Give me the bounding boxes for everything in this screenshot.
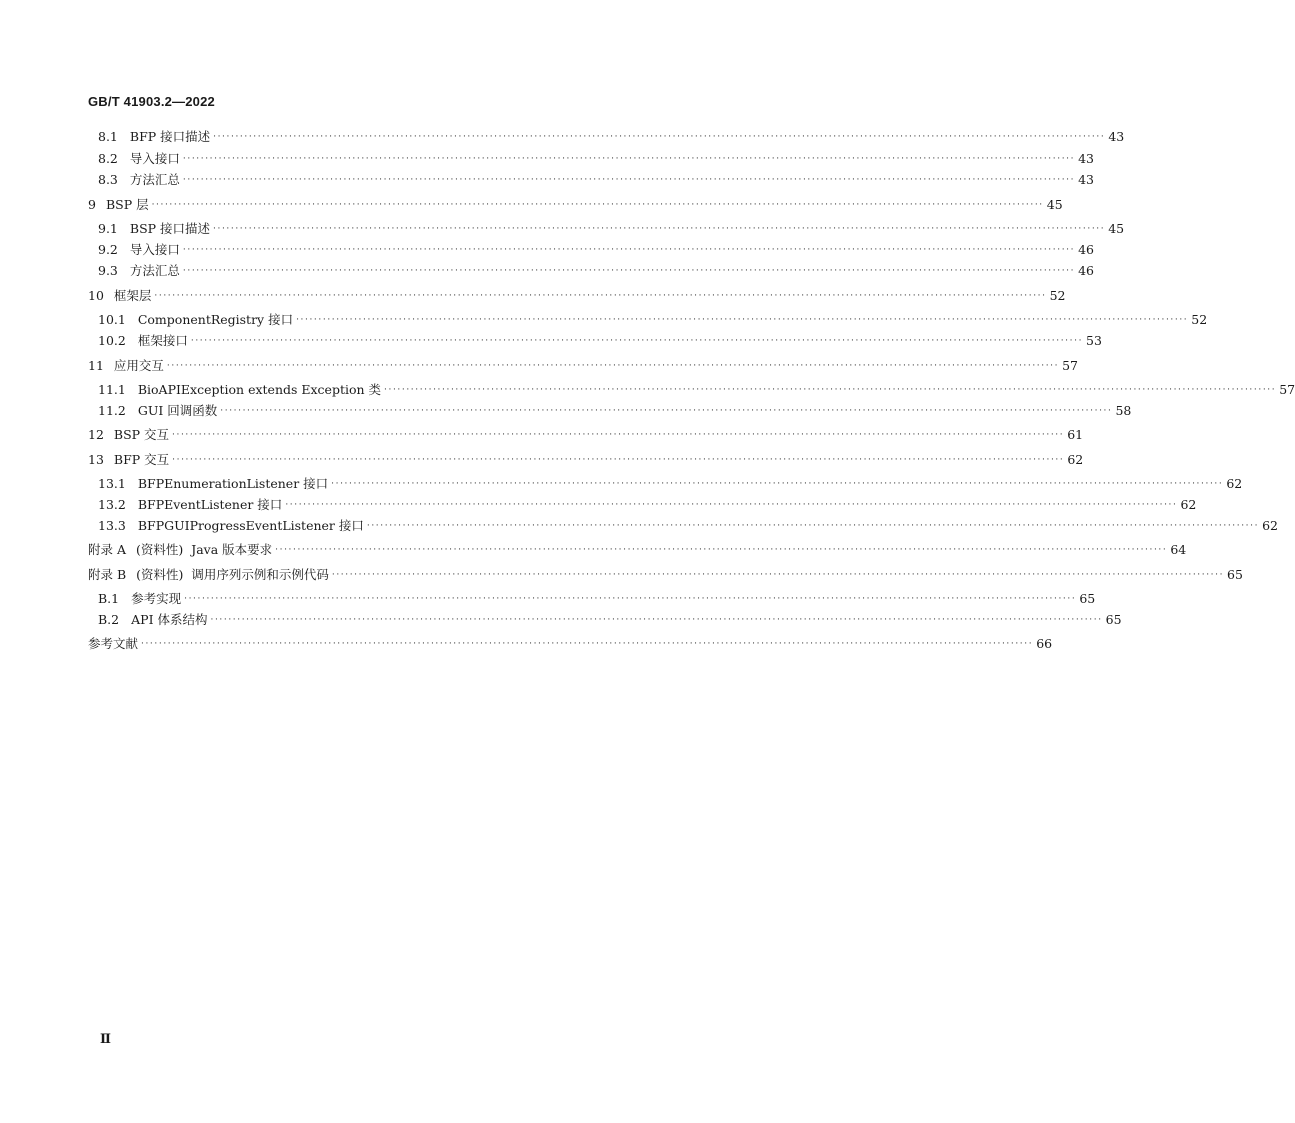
toc-entry-title: GUI 回调函数 [137, 403, 218, 418]
toc-entry-number: 10 [88, 288, 104, 303]
toc-entry-title: 框架层 [113, 288, 152, 303]
page-number-footer: Ⅱ [100, 1032, 111, 1047]
toc-entry-title: BFP 交互 [113, 452, 170, 467]
toc-entry-number: 9.3 [98, 263, 118, 278]
toc-entry-number: 9.1 [98, 221, 118, 236]
toc-entry-number: 9 [88, 197, 96, 212]
toc-dot-leader: ········································································································································································································ [182, 175, 1076, 185]
toc-dot-leader: ········································································································································································································ [331, 570, 1225, 580]
toc-entry-page: 62 [1262, 518, 1278, 533]
toc-entry[interactable] [88, 332, 1102, 350]
toc-entry-number: 11 [88, 358, 104, 373]
toc-dot-leader: ········································································································································································································ [190, 336, 1084, 346]
toc-dot-leader: ········································································································································································································ [184, 594, 1077, 604]
toc-entry-title: BFPEnumerationListener 接口 [137, 476, 329, 491]
toc-entry-number: 附录 A [88, 542, 127, 557]
toc-dot-leader: ········································································································································································································ [331, 479, 1224, 489]
toc-entry-number: 12 [88, 427, 104, 442]
toc-entry[interactable] [88, 220, 1125, 238]
toc-entry-number: 13 [88, 452, 104, 467]
toc-entry-page: 52 [1191, 312, 1208, 327]
toc-entry-page: 43 [1078, 172, 1094, 187]
toc-entry-number: 附录 B [88, 567, 127, 582]
toc-entry[interactable] [88, 590, 1096, 608]
toc-entry-title: BFPEventListener 接口 [137, 497, 283, 512]
toc-dot-leader: ········································································································································································································ [182, 245, 1076, 255]
toc-entry-title: ComponentRegistry 接口 [137, 312, 294, 327]
toc-entry-title: BSP 接口描述 [129, 221, 211, 236]
toc-entry[interactable] [88, 381, 1295, 399]
toc-entry-number: 13.3 [98, 518, 126, 533]
toc-entry-title: 导入接口 [129, 151, 180, 166]
toc-entry[interactable] [88, 241, 1094, 259]
toc-entry[interactable] [88, 262, 1094, 280]
toc-entry-number: 13.1 [98, 476, 126, 491]
toc-entry[interactable] [88, 357, 1078, 375]
toc-entry-number: 8.3 [98, 172, 118, 187]
toc-entry-page: 57 [1062, 358, 1078, 373]
toc-entry[interactable] [88, 128, 1125, 146]
toc-dot-leader: ········································································································································································································ [296, 315, 1189, 325]
toc-dot-leader: ········································································································································································································ [182, 266, 1076, 276]
toc-entry-title: 应用交互 [113, 358, 164, 373]
toc-entry-page: 53 [1086, 333, 1102, 348]
toc-entry[interactable] [88, 451, 1084, 469]
toc-entry-number: 10.1 [98, 312, 126, 327]
toc-entry-page: 64 [1170, 542, 1187, 557]
toc-entry[interactable] [88, 475, 1243, 493]
toc-dot-leader: ········································································································································································································ [384, 385, 1277, 395]
toc-entry-number: 8.1 [98, 129, 118, 144]
toc-dot-leader: ········································································································································································································ [172, 430, 1065, 440]
toc-entry-title: (资料性) 调用序列示例和示例代码 [136, 567, 329, 582]
toc-entry-page: 46 [1078, 263, 1094, 278]
toc-entry-page: 43 [1108, 129, 1125, 144]
toc-entry-number: B.1 [98, 591, 120, 606]
toc-entry[interactable] [88, 566, 1243, 584]
toc-entry-page: 45 [1108, 221, 1125, 236]
toc-entry-page: 57 [1279, 382, 1295, 397]
toc-entry-page: 62 [1067, 452, 1084, 467]
toc-entry-page: 43 [1078, 151, 1094, 166]
toc-entry-title: BFP 接口描述 [129, 129, 211, 144]
toc-dot-leader: ········································································································································································································ [154, 291, 1047, 301]
toc-dot-leader: ········································································································································································································ [366, 521, 1260, 531]
toc-entry[interactable] [88, 402, 1132, 420]
toc-entry-number: B.2 [98, 612, 120, 627]
toc-entry-number: 11.2 [98, 403, 126, 418]
toc-entry[interactable] [88, 635, 1053, 653]
toc-entry-page: 61 [1067, 427, 1084, 442]
toc-entry-page: 45 [1046, 197, 1063, 212]
toc-entry-page: 58 [1115, 403, 1132, 418]
toc-entry-page: 62 [1180, 497, 1197, 512]
toc-entry-title: 参考实现 [131, 591, 182, 606]
toc-entry-title: 方法汇总 [129, 172, 180, 187]
toc-entry-number: 10.2 [98, 333, 126, 348]
toc-entry-number: 11.1 [98, 382, 126, 397]
toc-entry-page: 65 [1079, 591, 1096, 606]
toc-entry-title: API 体系结构 [131, 612, 208, 627]
toc-entry[interactable] [88, 541, 1187, 559]
toc-dot-leader: ········································································································································································································ [141, 639, 1034, 649]
toc-entry[interactable] [88, 496, 1197, 514]
toc-entry-number: 13.2 [98, 497, 126, 512]
toc-entry-title: BioAPIException extends Exception 类 [137, 382, 382, 397]
toc-entry-title: 框架接口 [137, 333, 188, 348]
toc-entry-title: 参考文献 [88, 636, 139, 651]
toc-dot-leader: ········································································································································································································ [166, 361, 1060, 371]
toc-dot-leader: ········································································································································································································ [220, 406, 1113, 416]
toc-dot-leader: ········································································································································································································ [172, 455, 1065, 465]
toc-dot-leader: ········································································································································································································ [285, 500, 1178, 510]
toc-entry-page: 62 [1226, 476, 1243, 491]
toc-entry[interactable] [88, 150, 1094, 168]
toc-entry[interactable] [88, 196, 1063, 214]
toc-entry[interactable] [88, 611, 1122, 629]
toc-entry-title: BSP 交互 [113, 427, 170, 442]
toc-entry-title: 方法汇总 [129, 263, 180, 278]
toc-entry-number: 8.2 [98, 151, 118, 166]
toc-dot-leader: ········································································································································································································ [213, 132, 1106, 142]
document-code-header: GB/T 41903.2—2022 [88, 94, 215, 109]
toc-entry-page: 52 [1049, 288, 1066, 303]
toc-entry-number: 9.2 [98, 242, 118, 257]
toc-dot-leader: ········································································································································································································ [151, 200, 1044, 210]
toc-entry-title: BFPGUIProgressEventListener 接口 [137, 518, 364, 533]
toc-entry-title: BSP 层 [105, 197, 149, 212]
toc-entry-page: 65 [1227, 567, 1243, 582]
toc-entry[interactable] [88, 426, 1084, 444]
toc-dot-leader: ········································································································································································································ [182, 154, 1076, 164]
toc-entry-page: 65 [1105, 612, 1122, 627]
toc-entry[interactable] [88, 171, 1094, 189]
toc-entry-page: 46 [1078, 242, 1094, 257]
toc-entry-title: 导入接口 [129, 242, 180, 257]
toc-dot-leader: ········································································································································································································ [213, 224, 1106, 234]
toc-entry[interactable] [88, 311, 1208, 329]
toc-entry-page: 66 [1036, 636, 1053, 651]
toc-entry[interactable] [88, 517, 1278, 535]
toc-dot-leader: ········································································································································································································ [275, 545, 1168, 555]
toc-entry[interactable] [88, 287, 1066, 305]
toc-dot-leader: ········································································································································································································ [210, 615, 1103, 625]
toc-entry-title: (资料性) Java 版本要求 [136, 542, 273, 557]
